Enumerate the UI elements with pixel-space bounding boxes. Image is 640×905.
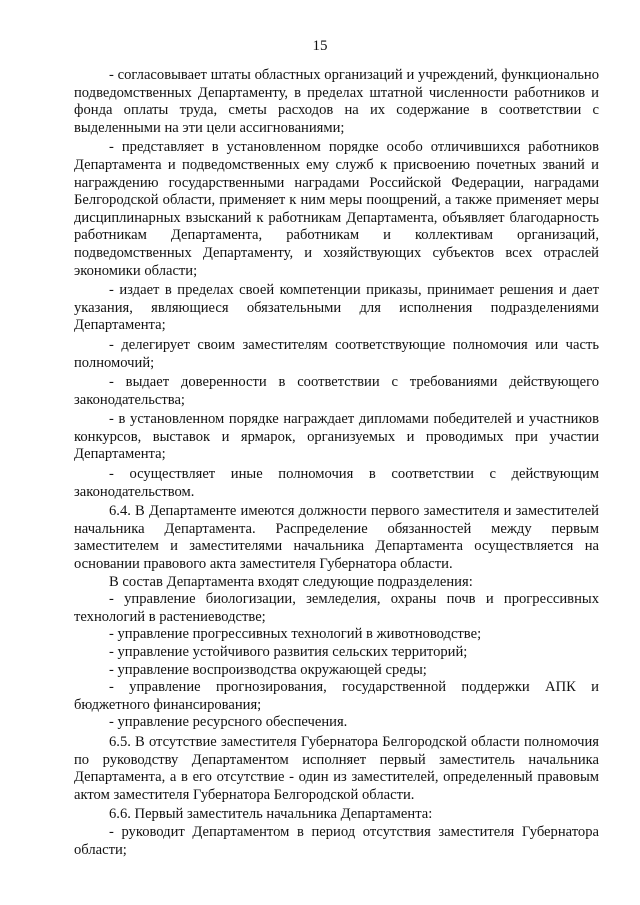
list-item-subdivision: - управление воспроизводства окружающей среды;	[109, 661, 427, 678]
list-item-subdivision: - управление ресурсного обеспечения.	[109, 714, 348, 731]
paragraph-section-6-6: 6.6. Первый заместитель начальника Департамента:	[109, 806, 433, 823]
list-item-subdivision: - управление устойчивого развития сельских территорий;	[109, 644, 468, 660]
list-item-subdivision: - управление прогрессивных технологий в животноводстве;	[109, 626, 482, 643]
paragraph-awards: - представляет в установленном порядке особо отличившихся работников Департамента и подведомственных ему служб к присвоению почетных званий и награждению государственными наградами Российской Федерации, наградами Белгородской области, применяет к ним меры поощрений, а также применяет меры дисциплинарных взысканий к работникам Департамента, объявляет благодарность работникам Департамента, работникам и коллективам организаций, подведомственных Департаменту, и хозяйствующих субъектов всех отраслей экономики области;	[74, 139, 599, 279]
paragraph-diplomas: - в установленном порядке награждает дипломами победителей и участников конкурсов, выставок и ярмарок, организуемых и проводимых при участии Департамента;	[74, 411, 599, 463]
paragraph-delegation: - делегирует своим заместителям соответствующие полномочия или часть полномочий;	[74, 336, 599, 371]
paragraph-staffing: - согласовывает штаты областных организаций и учреждений, функционально подведомственных Департаменту, в пределах штатной численности работников и фонда оплаты труда, сметы расходов на их содержание в соответствии с выделенными на эти цели ассигнованиями;	[74, 67, 599, 136]
list-item-subdivision: - управление прогнозирования, государственной поддержки АПК и бюджетного финансирования;	[74, 679, 599, 713]
paragraph-power-of-attorney: - выдает доверенности в соответствии с требованиями действующего законодательства;	[74, 374, 599, 408]
paragraph-other-powers: - осуществляет иные полномочия в соответствии с действующим законодательством.	[74, 466, 599, 500]
document-body	[74, 67, 599, 859]
page-number: 15	[312, 38, 328, 54]
paragraph-section-6-4: 6.4. В Департаменте имеются должности первого заместителя и заместителей начальника Департамента. Распределение обязанностей между первым заместителем и заместителями начальника Департамента осуществляется на основании правового акта заместителя Губернатора области.	[74, 503, 599, 573]
paragraph-subdivisions-intro: В состав Департамента входят следующие подразделения:	[109, 573, 473, 590]
paragraph-section-6-5: 6.5. В отсутствие заместителя Губернатора Белгородской области полномочия по руководству Департаментом исполняет первый заместитель начальника Департамента, а в его отсутствие - один из заместителей, определенный правовым актом заместителя Губернатора Белгородской области.	[74, 733, 599, 803]
list-item-subdivision: - управление биологизации, земледелия, охраны почв и прогрессивных технологий в растениеводстве;	[74, 591, 599, 625]
paragraph-orders: - издает в пределах своей компетенции приказы, принимает решения и дает указания, являющиеся обязательными для исполнения подразделениями Департамента;	[74, 282, 599, 334]
paragraph-first-deputy-duty: - руководит Департаментом в период отсутствия заместителя Губернатора области;	[74, 823, 599, 858]
